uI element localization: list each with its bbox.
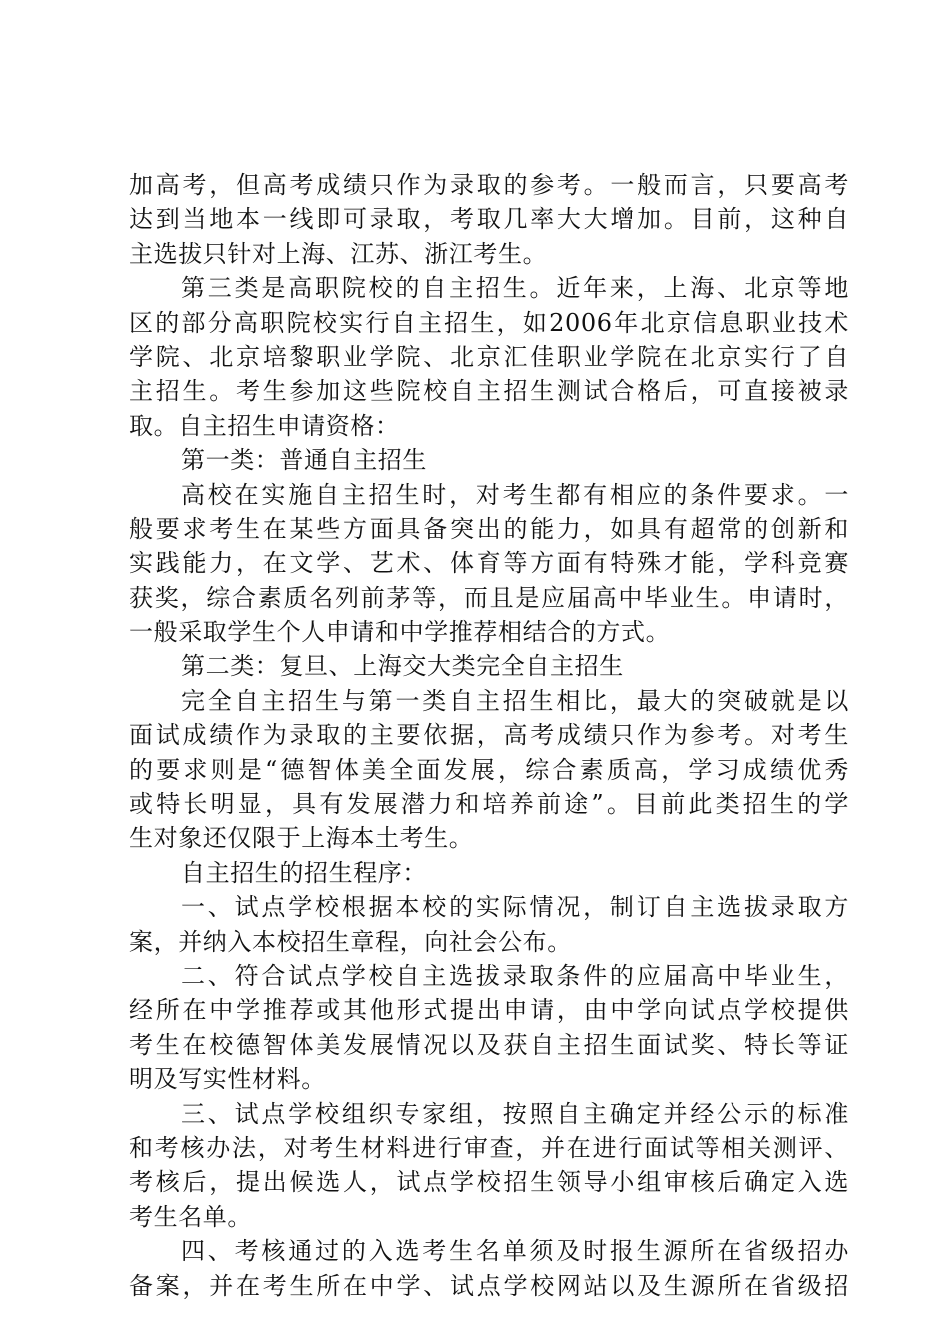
text-line: 主招生。考生参加这些院校自主招生测试合格后，可直接被录 xyxy=(129,377,849,406)
text-line: 第一类：普通自主招生 xyxy=(181,446,427,475)
text-line: 加高考，但高考成绩只作为录取的参考。一般而言，只要高考 xyxy=(129,171,849,199)
text-line: 面试成绩作为录取的主要依据，高考成绩只作为参考。对考生 xyxy=(129,721,849,750)
text-line: 取。自主招生申请资格： xyxy=(129,411,400,440)
text-line: 第二类：复旦、上海交大类完全自主招生 xyxy=(181,652,624,681)
text-line: 获奖，综合素质名列前茅等，而且是应届高中毕业生。申请时， xyxy=(129,583,849,612)
text-line: 经所在中学推荐或其他形式提出申请，由中学向试点学校提供 xyxy=(129,996,849,1025)
text-line: 备案，并在考生所在中学、试点学校网站以及生源所在省级招 xyxy=(129,1271,849,1300)
text-line: 自主招生的招生程序： xyxy=(181,858,427,887)
text-line: 第三类是高职院校的自主招生。近年来，上海、北京等地 xyxy=(181,274,849,303)
text-line: 区的部分高职院校实行自主招生，如2006年北京信息职业技术 xyxy=(129,308,849,337)
text-line: 四、考核通过的入选考生名单须及时报生源所在省级招办 xyxy=(181,1237,849,1266)
text-line: 二、符合试点学校自主选拔录取条件的应届高中毕业生， xyxy=(181,961,849,990)
text-line: 般要求考生在某些方面具备突出的能力，如具有超常的创新和 xyxy=(129,514,849,543)
text-line: 明及写实性材料。 xyxy=(129,1065,326,1094)
text-line: 三、试点学校组织专家组，按照自主确定并经公示的标准 xyxy=(181,1099,849,1128)
text-line: 考生名单。 xyxy=(129,1202,252,1231)
text-line: 达到当地本一线即可录取，考取几率大大增加。目前，这种自 xyxy=(129,205,849,234)
text-line: 考核后，提出候选人，试点学校招生领导小组审核后确定入选 xyxy=(129,1168,849,1197)
document-body xyxy=(129,168,849,1303)
text-line: 考生在校德智体美发展情况以及获自主招生面试奖、特长等证 xyxy=(129,1030,849,1059)
text-line: 学院、北京培黎职业学院、北京汇佳职业学院在北京实行了自 xyxy=(129,342,849,371)
text-line: 一、试点学校根据本校的实际情况，制订自主选拔录取方 xyxy=(181,893,849,922)
text-line: 的要求则是“德智体美全面发展，综合素质高，学习成绩优秀 xyxy=(129,755,849,784)
text-line: 实践能力，在文学、艺术、体育等方面有特殊才能，学科竞赛 xyxy=(129,549,849,578)
text-line: 完全自主招生与第一类自主招生相比，最大的突破就是以 xyxy=(181,686,849,715)
text-line: 或特长明显，具有发展潜力和培养前途”。目前此类招生的学 xyxy=(129,790,849,819)
text-line: 主选拔只针对上海、江苏、浙江考生。 xyxy=(129,239,548,268)
text-line: 和考核办法，对考生材料进行审查，并在进行面试等相关测评、 xyxy=(129,1133,849,1162)
text-line: 案，并纳入本校招生章程，向社会公布。 xyxy=(129,927,572,956)
text-line: 一般采取学生个人申请和中学推荐相结合的方式。 xyxy=(129,618,671,647)
text-line: 生对象还仅限于上海本土考生。 xyxy=(129,824,474,853)
text-line: 高校在实施自主招生时，对考生都有相应的条件要求。一 xyxy=(181,480,849,509)
